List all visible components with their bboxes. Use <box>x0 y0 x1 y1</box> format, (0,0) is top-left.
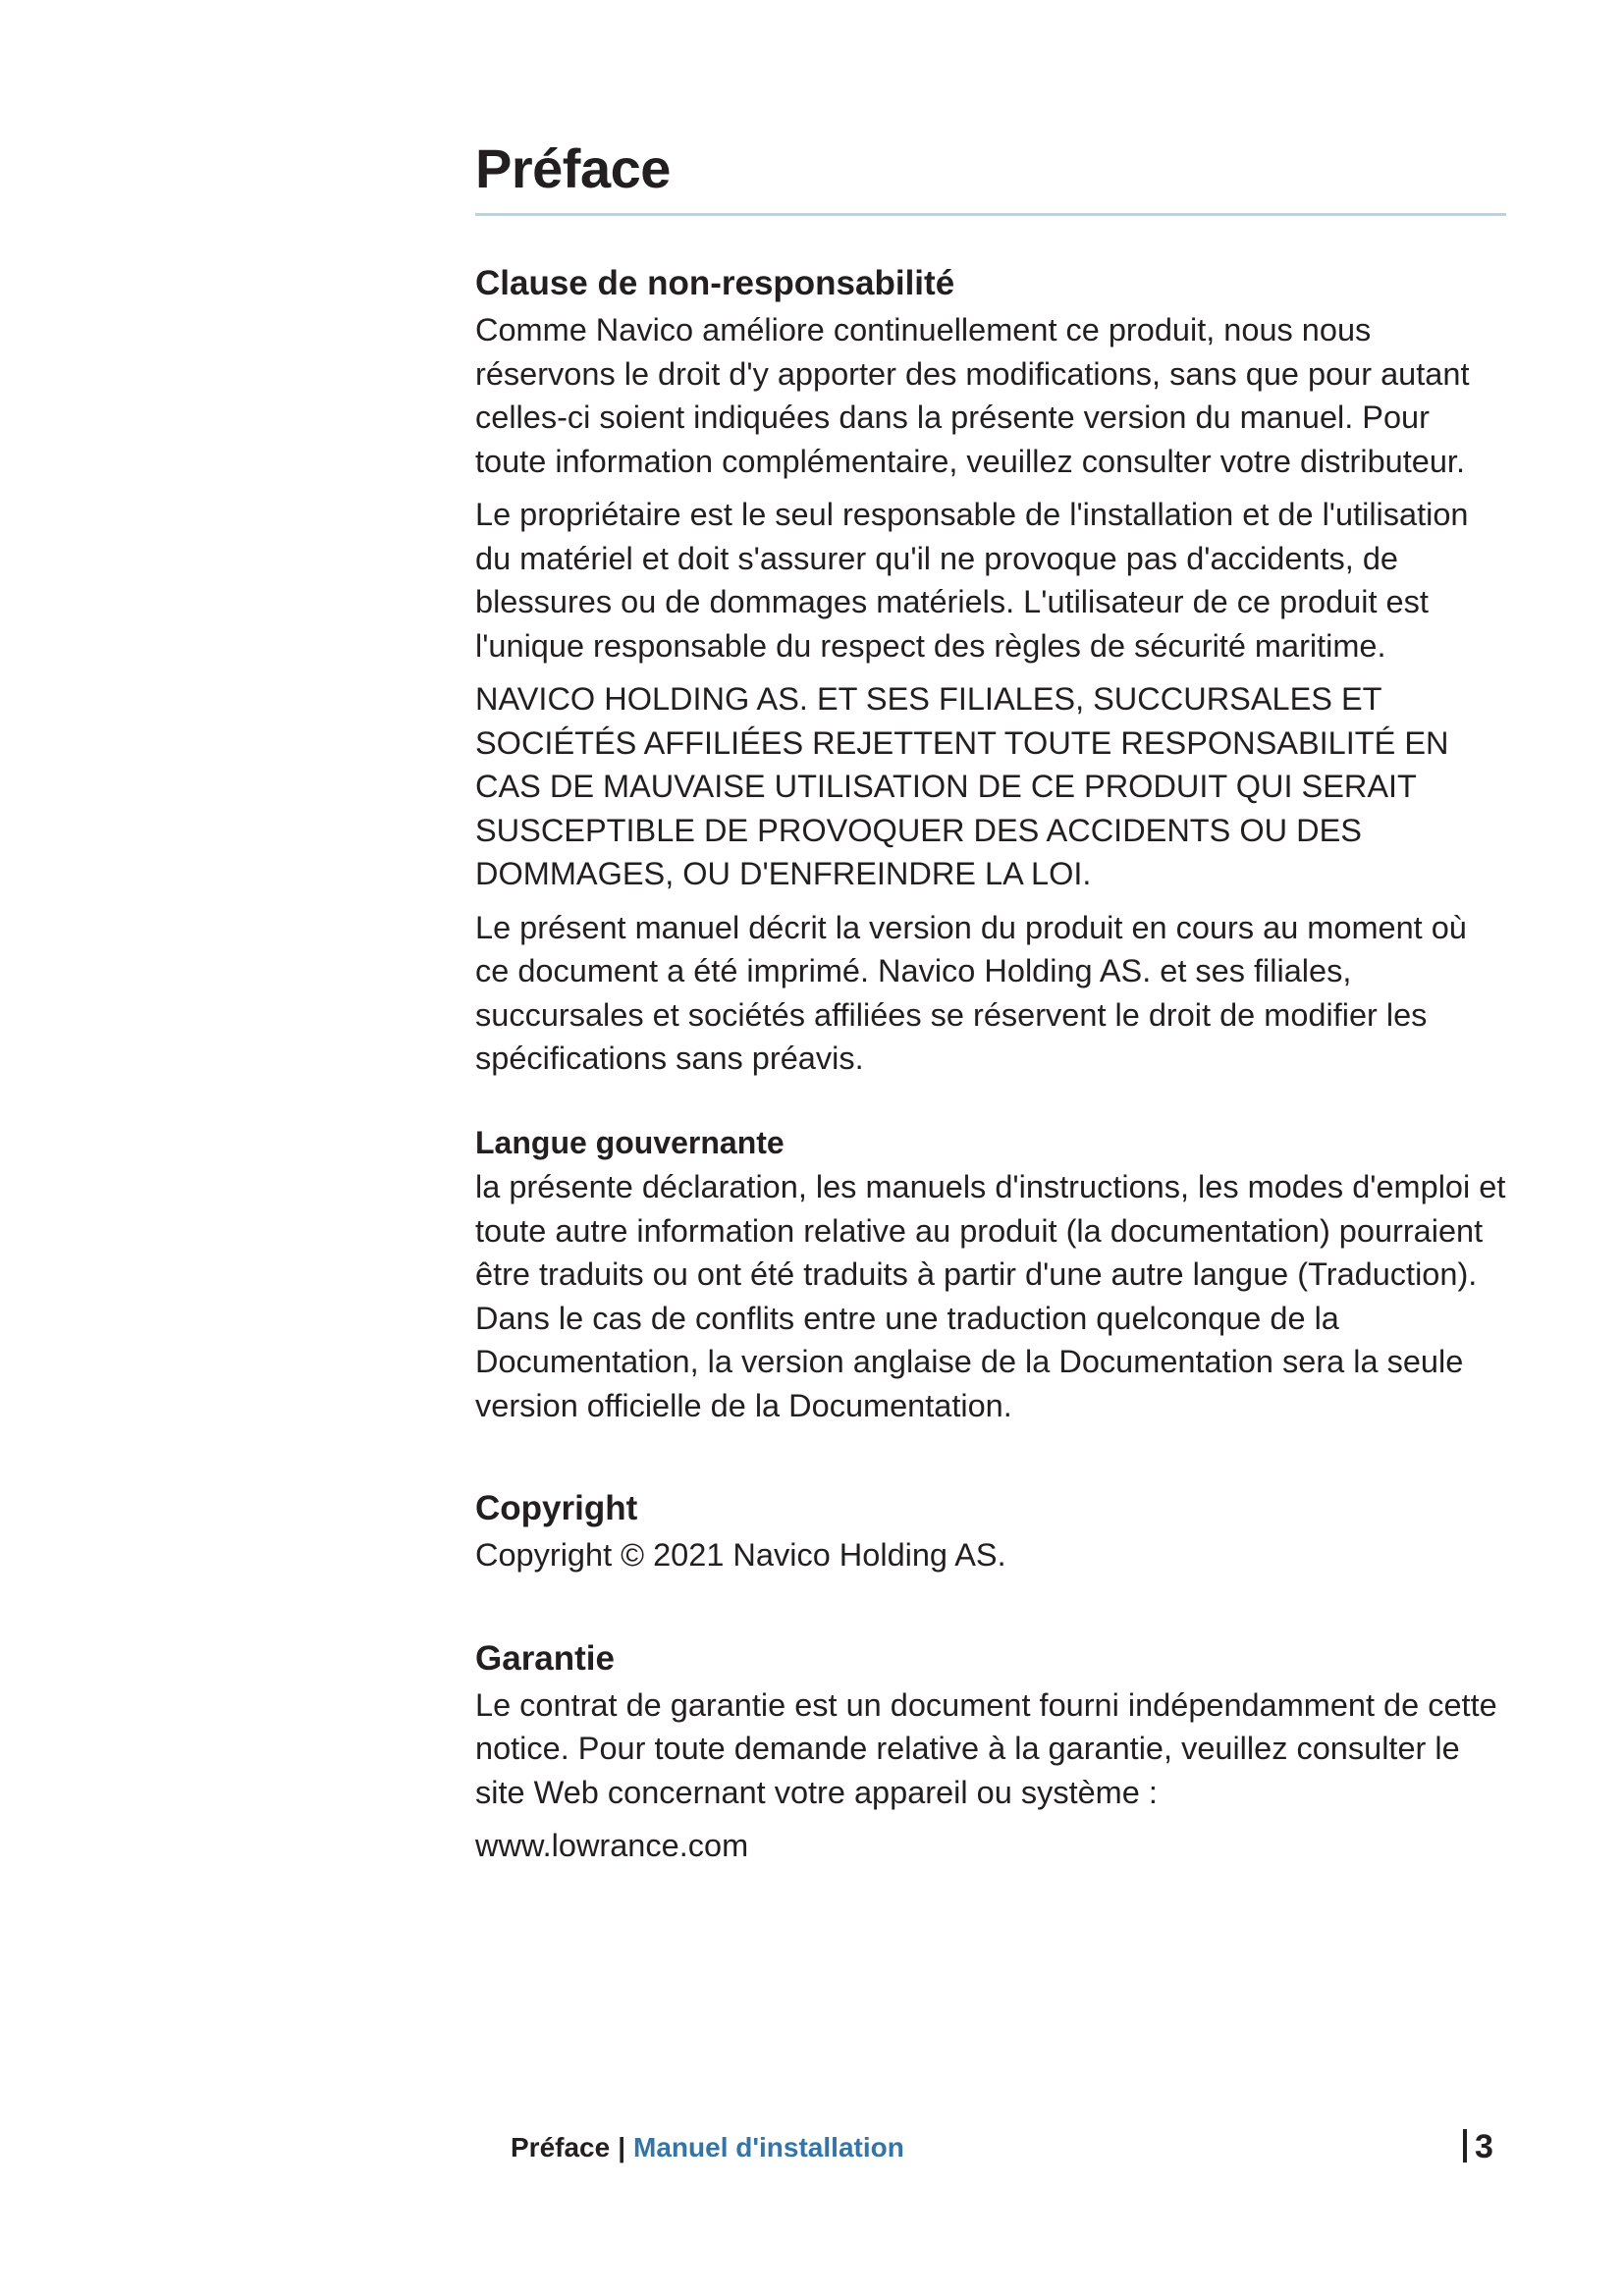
disclaimer-section <box>475 263 1506 1081</box>
governing-language-paragraph: la présente déclaration, les manuels d'instructions, les modes d'emploi et toute autre information relative au produit (la documentation) pourraient être traduits ou ont été traduits à partir d'une autre langue (Traduction). Dans le cas de conflits entre une traduction quelconque de la Documentation, la version anglaise de la Documentation sera la seule version officielle de la Documentation. <box>475 1169 1506 1423</box>
copyright-text: Copyright © 2021 Navico Holding AS. <box>475 1537 1006 1574</box>
footer-separator: | <box>618 2132 626 2163</box>
disclaimer-paragraph: Le propriétaire est le seul responsable de l'installation et de l'utilisation du matériel et doit s'assurer qu'il ne provoque pas d'accidents, de blessures ou de dommages matériels. L'utilisateur de ce produit est l'unique responsable du respect des règles de sécurité maritime. <box>475 497 1469 664</box>
governing-language-heading: Langue gouvernante <box>475 1124 785 1160</box>
warranty-section <box>475 1638 1506 1868</box>
page-content <box>475 135 1506 1868</box>
page-number-value: 3 <box>1475 2128 1493 2165</box>
disclaimer-paragraph: Comme Navico améliore continuellement ce produit, nous nous réservons le droit d'y apporter des modifications, sans que pour autant celles-ci soient indiquées dans la présente version du manuel. Pour toute information complémentaire, veuillez consulter votre distributeur. <box>475 312 1470 479</box>
footer-document-name: Manuel d'installation <box>633 2132 904 2163</box>
governing-language-section <box>475 1124 1506 1427</box>
warranty-paragraph: Le contrat de garantie est un document fourni indépendamment de cette notice. Pour toute demande relative à la garantie, veuillez consulter le site Web concernant votre appareil ou système : <box>475 1686 1497 1810</box>
page-footer <box>511 2132 904 2163</box>
disclaimer-paragraph: Le présent manuel décrit la version du produit en cours au moment où ce document a été imprimé. Navico Holding AS. et ses filiales, succursales et sociétés affiliées se réservent le droit de modifier les spécifications sans préavis. <box>475 909 1467 1077</box>
footer-section-name: Préface <box>511 2132 611 2163</box>
title-divider <box>475 213 1506 216</box>
page-number-bar <box>1463 2129 1467 2163</box>
copyright-heading: Copyright <box>475 1489 638 1528</box>
page-title: Préface <box>475 137 671 199</box>
copyright-section <box>475 1488 1506 1577</box>
warranty-website: www.lowrance.com <box>475 1828 749 1864</box>
disclaimer-paragraph: NAVICO HOLDING AS. ET SES FILIALES, SUCCURSALES ET SOCIÉTÉS AFFILIÉES REJETTENT TOUTE RESPONSABILITÉ EN CAS DE MAUVAISE UTILISATION DE CE PRODUIT QUI SERAIT SUSCEPTIBLE DE PROVOQUER DES ACCIDENTS OU DES DOMMAGES, OU D'ENFREINDRE LA LOI. <box>475 681 1449 892</box>
page-number <box>1463 2128 1493 2166</box>
warranty-heading: Garantie <box>475 1638 615 1678</box>
disclaimer-heading: Clause de non-responsabilité <box>475 264 955 303</box>
